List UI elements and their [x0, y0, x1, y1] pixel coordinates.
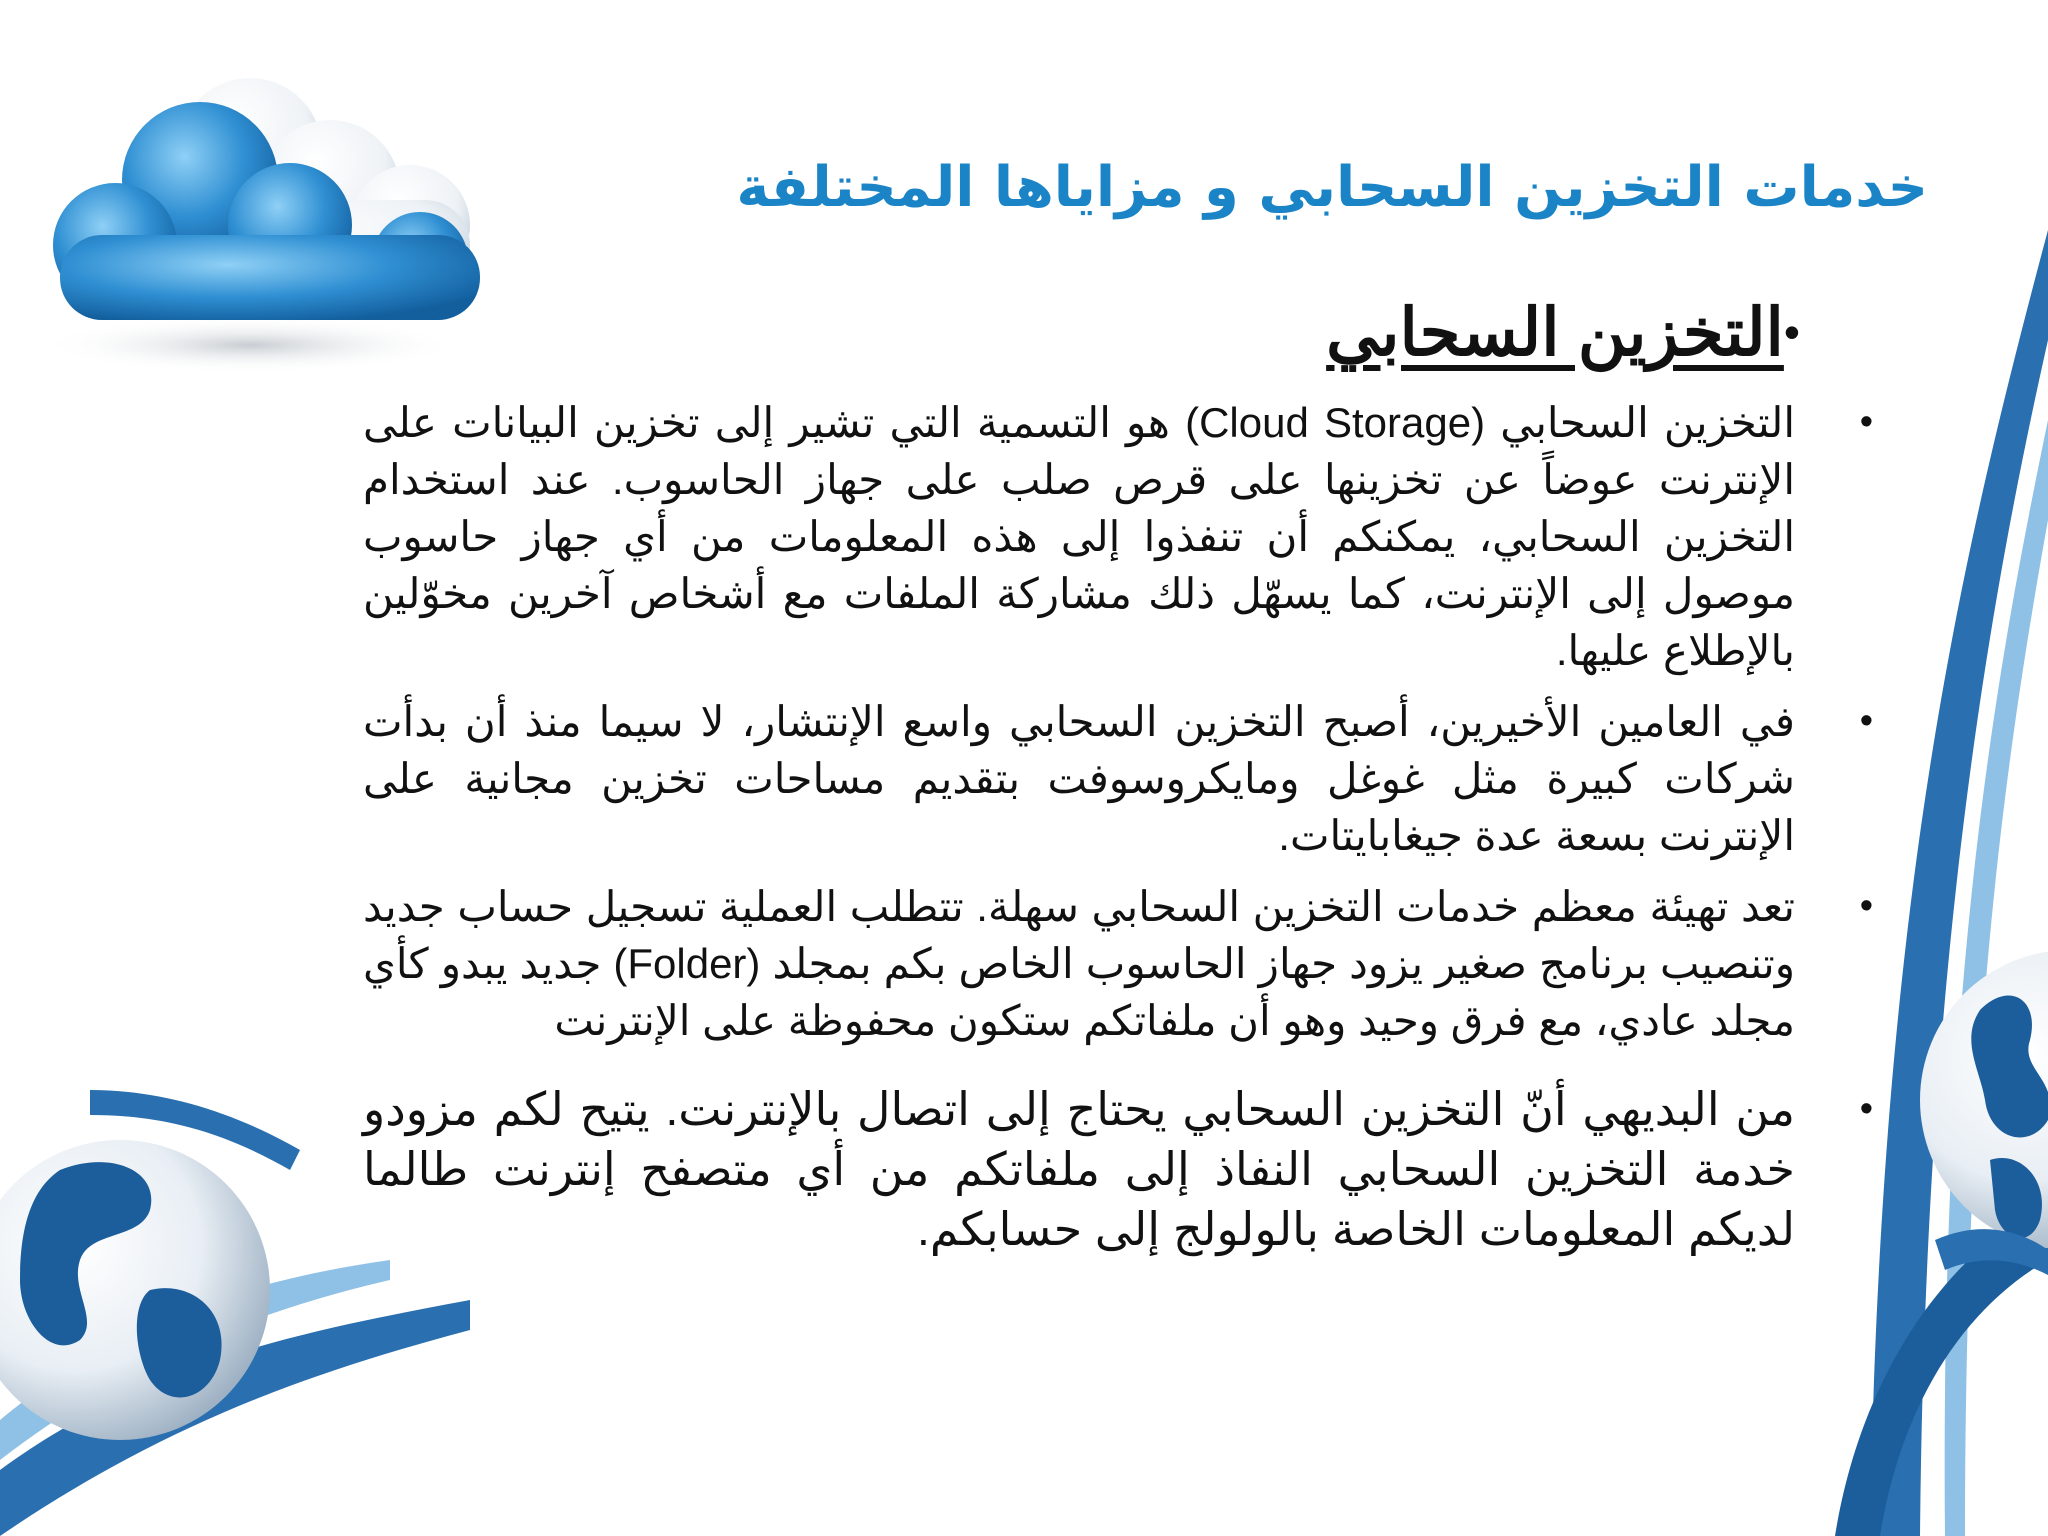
list-item	[363, 878, 1873, 1049]
section-heading	[1326, 292, 1826, 372]
bullet-list	[363, 394, 1873, 1259]
list-item	[363, 1079, 1873, 1259]
bullet-marker: •	[1859, 700, 1873, 742]
list-item-text: التخزين السحابي (Cloud Storage) هو التسمية التي تشير إلى تخزين البيانات على الإنترنت عوضاً عن تخزينها على قرص صلب على جهاز الحاسوب. عند استخدام التخزين السحابي، يمكنكم أن تنفذوا إلى هذه المعلومات من أي جهاز حاسوب موصول إلى الإنترنت، كما يسهّل ذلك مشاركة الملفات مع أشخاص آخرين مخوّلين بالإطلاع عليها.	[363, 399, 1795, 674]
list-item	[363, 693, 1873, 864]
slide-title: خدمات التخزين السحابي و مزاياها المختلفة	[736, 155, 1928, 220]
list-item-text: في العامين الأخيرين، أصبح التخزين السحابي واسع الإنتشار، لا سيما منذ أن بدأت شركات كبيرة مثل غوغل ومايكروسوفت بتقديم مساحات تخزين مجانية على الإنترنت بسعة عدة جيغابايتات.	[363, 698, 1795, 859]
bullet-marker: •	[1859, 1088, 1873, 1130]
list-item-text: من البديهي أنّ التخزين السحابي يحتاج إلى اتصال بالإنترنت. يتيح لكم مزودو خدمة التخزين السحابي النفاذ إلى ملفاتكم من أي متصفح إنترنت طالما لديكم المعلومات الخاصة بالولولج إلى حسابكم.	[363, 1083, 1795, 1255]
list-item-text: تعد تهيئة معظم خدمات التخزين السحابي سهلة. تتطلب العملية تسجيل حساب جديد وتنصيب برنامج صغير يزود جهاز الحاسوب الخاص بكم بمجلد (Folder) جديد يبدو كأي مجلد عادي، مع فرق وحيد وهو أن ملفاتكم ستكون محفوظة على الإنترنت	[363, 883, 1795, 1044]
cloud-icon	[40, 78, 480, 373]
section-heading-text: التخزين السحابي	[1326, 295, 1784, 369]
list-item	[363, 394, 1873, 679]
bullet-marker: •	[1859, 885, 1873, 927]
bullet-marker: •	[1859, 401, 1873, 443]
heading-bullet: •	[1783, 306, 1800, 358]
